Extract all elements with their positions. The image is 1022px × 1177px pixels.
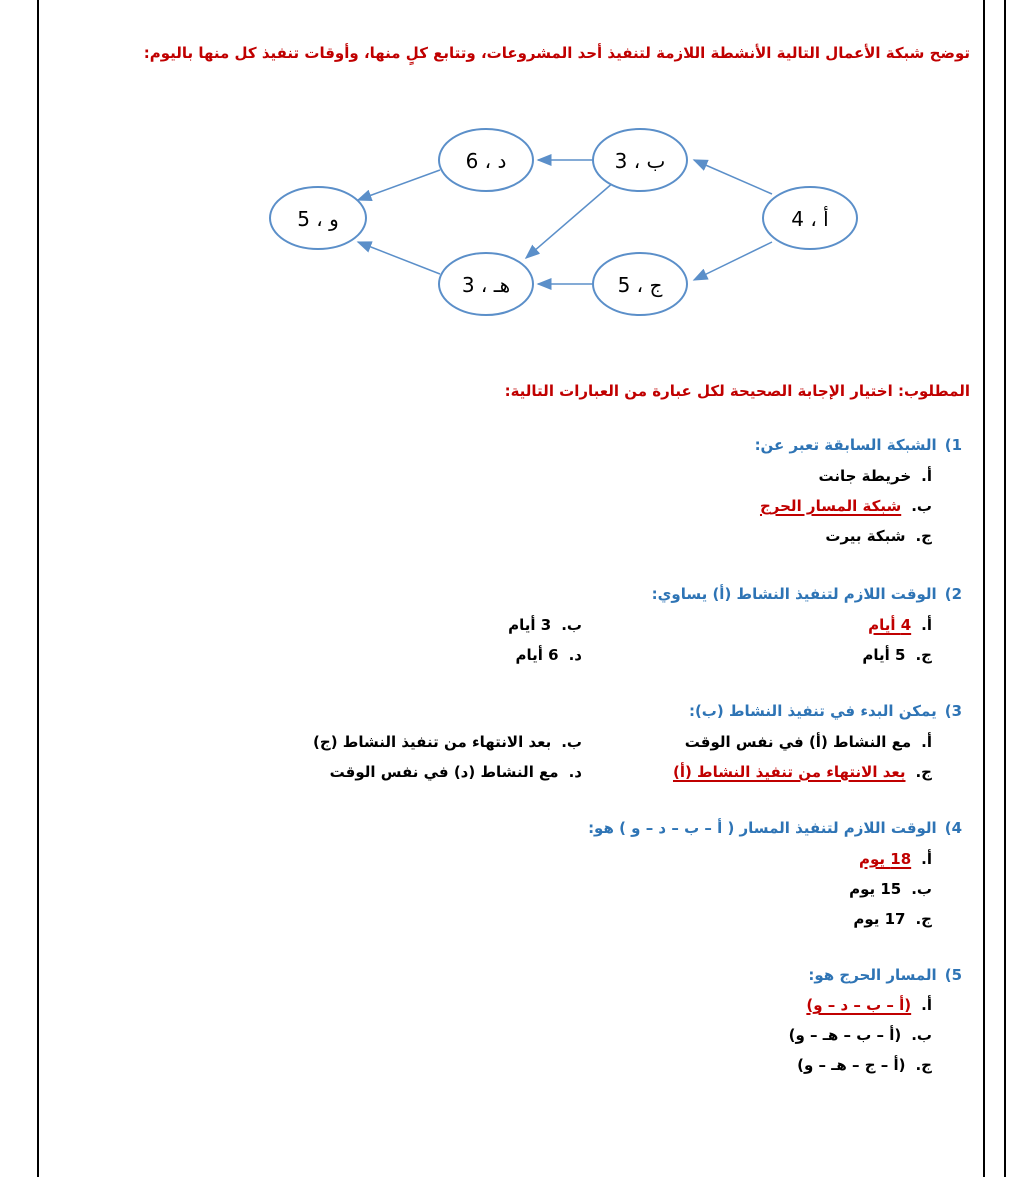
question-number: 1) (944, 436, 962, 454)
node-h (439, 253, 533, 315)
q1-option-a[interactable]: أ.خريطة جانت (818, 467, 932, 485)
q2-option-c[interactable]: ج.5 أيام (862, 646, 932, 664)
q2-option-a[interactable]: أ.4 أيام (868, 616, 932, 634)
question-text: الشبكة السابقة تعبر عن: (754, 436, 937, 454)
node-b (593, 129, 687, 191)
node-w (270, 187, 366, 249)
q3-option-c[interactable]: ج.بعد الانتهاء من تنفيذ النشاط (أ) (672, 763, 932, 781)
q4-option-a[interactable]: أ.18 يوم (859, 850, 932, 868)
question-3-title (162, 702, 962, 720)
q3-option-b[interactable]: ب.بعد الانتهاء من تنفيذ النشاط (ج) (313, 733, 582, 751)
question-5-title (162, 966, 962, 984)
q2-option-b[interactable]: ب.3 أيام (508, 616, 582, 634)
page-border-right-outer (1004, 0, 1006, 1177)
question-1-title (162, 436, 962, 454)
edge-b-h (526, 182, 614, 258)
edge-a-b (694, 160, 772, 194)
q1-option-b[interactable]: ب.شبكة المسار الحرج (759, 497, 932, 515)
q4-option-c[interactable]: ج.17 يوم (853, 910, 932, 928)
question-text: يمكن البدء في تنفيذ النشاط (ب): (688, 702, 937, 720)
question-4-title (162, 819, 962, 837)
edge-h-w (358, 242, 440, 274)
node-b-label: ب ، 3 (614, 149, 666, 173)
node-c (593, 253, 687, 315)
q3-option-a[interactable]: أ.مع النشاط (أ) في نفس الوقت (684, 733, 932, 751)
node-d-label: د ، 6 (465, 149, 507, 173)
q1-option-c[interactable]: ج.شبكة بيرت (825, 527, 932, 545)
q5-option-c[interactable]: ج.(أ – ج – هـ – و) (797, 1056, 932, 1074)
node-a-label: أ ، 4 (791, 207, 829, 231)
page-border-left (37, 0, 39, 1177)
edge-d-w (358, 170, 440, 200)
node-c-label: ج ، 5 (617, 273, 663, 297)
intro-text: توضح شبكة الأعمال التالية الأنشطة اللازمة لتنفيذ أحد المشروعات، وتتابع كلٍ منها، وأوقات تنفيذ كل منها باليوم: (143, 44, 970, 62)
node-h-label: هـ ، 3 (461, 273, 511, 297)
node-d (439, 129, 533, 191)
question-number: 4) (944, 819, 962, 837)
question-text: الوقت اللازم لتنفيذ النشاط (أ) يساوي: (651, 585, 937, 603)
q2-option-d[interactable]: د.6 أيام (515, 646, 582, 664)
required-instruction: المطلوب: اختيار الإجابة الصحيحة لكل عبارة من العبارات التالية: (504, 382, 970, 400)
question-text: المسار الحرج هو: (808, 966, 937, 984)
question-number: 3) (944, 702, 962, 720)
node-w-label: و ، 5 (297, 207, 339, 231)
page-border-right-inner (983, 0, 985, 1177)
edge-a-c (694, 242, 772, 280)
question-number: 2) (944, 585, 962, 603)
q4-option-b[interactable]: ب.15 يوم (849, 880, 932, 898)
node-a (763, 187, 857, 249)
q3-option-d[interactable]: د.مع النشاط (د) في نفس الوقت (329, 763, 582, 781)
activity-network-diagram (260, 120, 880, 330)
question-text: الوقت اللازم لتنفيذ المسار ( أ – ب – د – و ) هو: (588, 819, 937, 837)
q5-option-a[interactable]: أ.(أ – ب – د – و) (806, 996, 932, 1014)
question-number: 5) (944, 966, 962, 984)
q5-option-b[interactable]: ب.(أ – ب – هـ – و) (788, 1026, 932, 1044)
question-2-title (162, 585, 962, 603)
